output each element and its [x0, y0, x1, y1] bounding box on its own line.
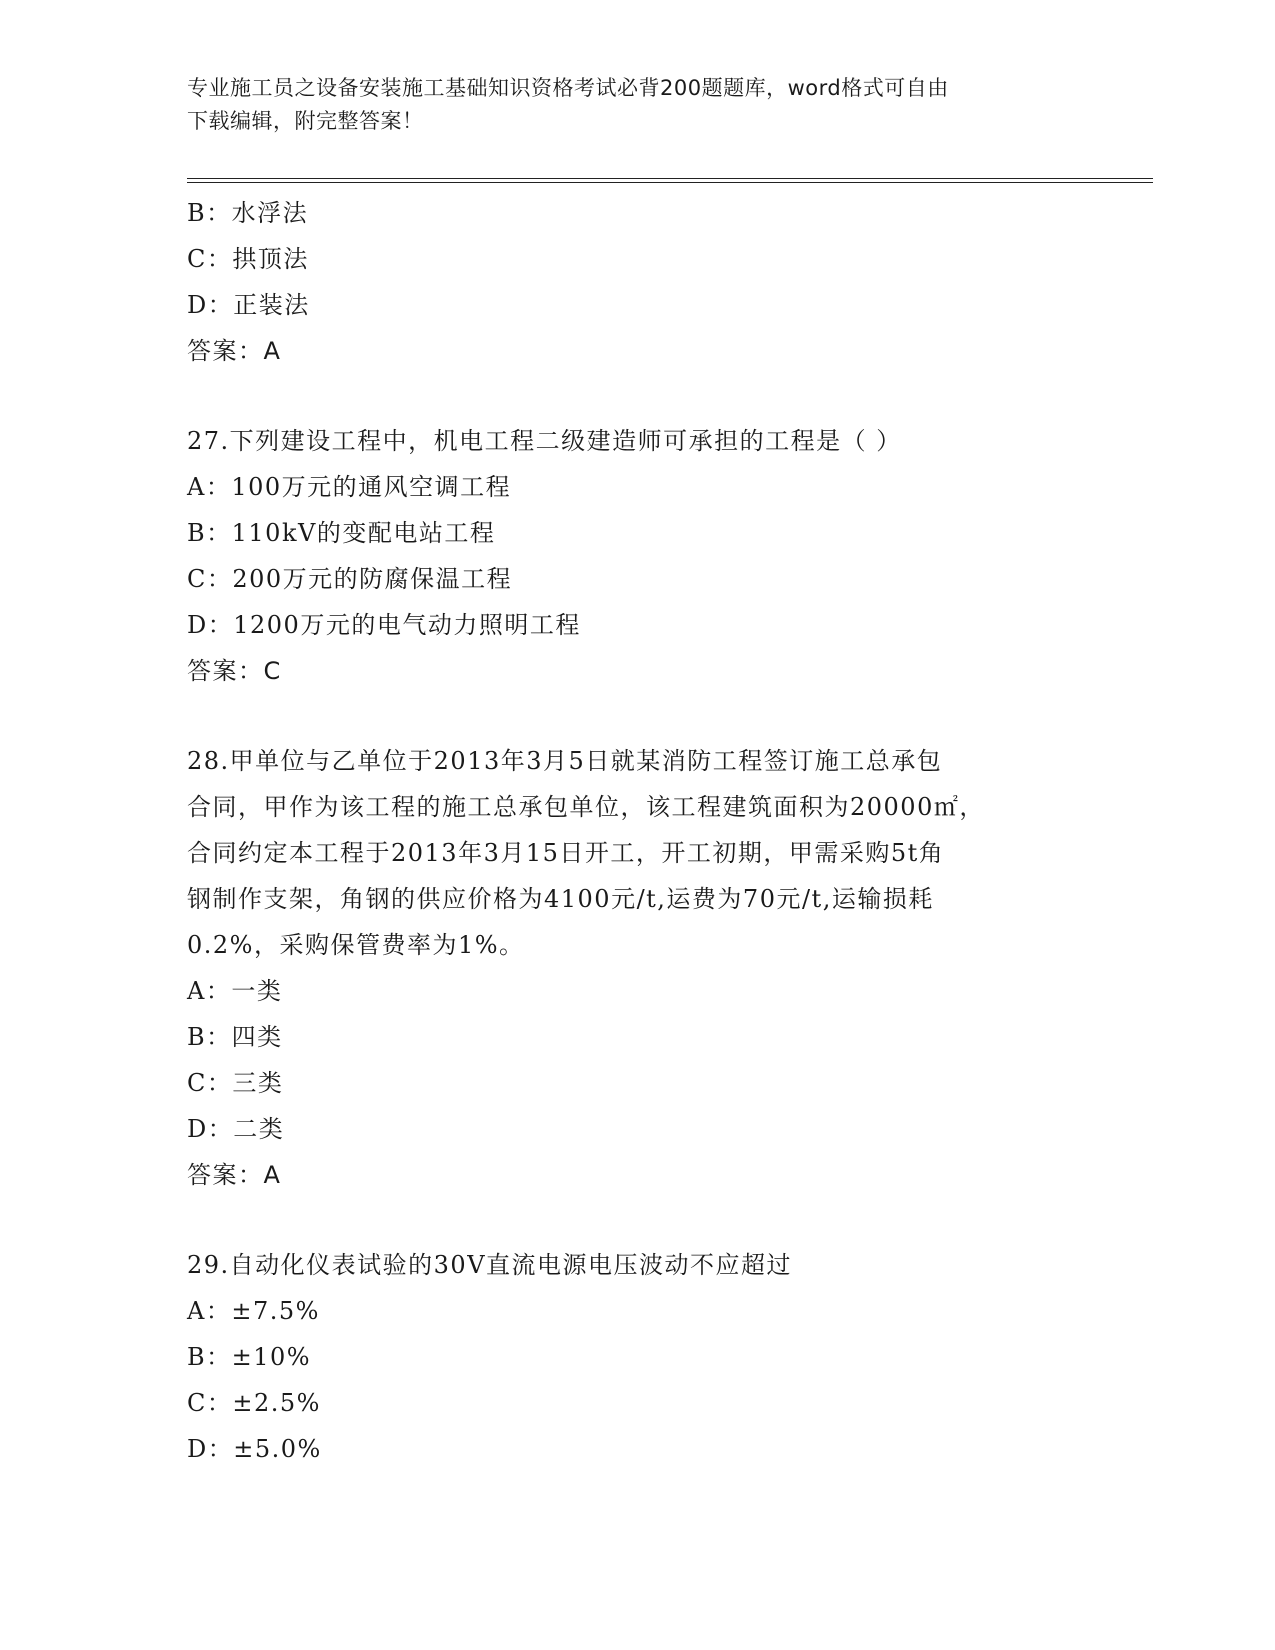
option-d: D：正装法	[187, 291, 310, 319]
question-26-tail	[187, 190, 1087, 374]
question-list	[187, 190, 1087, 1472]
document-header	[187, 72, 1087, 138]
option-b: B：110kV的变配电站工程	[187, 519, 496, 547]
option-c: C：拱顶法	[187, 245, 309, 273]
question-28	[187, 738, 1087, 1198]
question-27	[187, 418, 1087, 694]
option-a: A：一类	[187, 977, 283, 1005]
option-b: B：水浮法	[187, 199, 309, 227]
question-29	[187, 1242, 1087, 1472]
question-stem: 29.自动化仪表试验的30V直流电源电压波动不应超过	[187, 1251, 793, 1279]
option-d: D：±5.0%	[187, 1435, 322, 1463]
answer: 答案：A	[187, 337, 282, 365]
question-stem-line: 合同约定本工程于2013年3月15日开工，开工初期，甲需采购5t角	[187, 839, 945, 867]
header-divider	[187, 178, 1153, 183]
answer: 答案：C	[187, 657, 282, 685]
question-stem-line: 0.2%，采购保管费率为1%。	[187, 931, 525, 959]
option-c: C：200万元的防腐保温工程	[187, 565, 513, 593]
option-d: D：二类	[187, 1115, 285, 1143]
question-stem-line: 28.甲单位与乙单位于2013年3月5日就某消防工程签订施工总承包	[187, 747, 943, 775]
question-stem-line: 合同，甲作为该工程的施工总承包单位，该工程建筑面积为20000㎡，	[187, 793, 985, 821]
option-a: A：100万元的通风空调工程	[187, 473, 512, 501]
option-a: A：±7.5%	[187, 1297, 320, 1325]
option-c: C：±2.5%	[187, 1389, 321, 1417]
option-d: D：1200万元的电气动力照明工程	[187, 611, 581, 639]
header-title-line-1: 专业施工员之设备安装施工基础知识资格考试必背200题题库，word格式可自由	[187, 76, 949, 100]
option-b: B：四类	[187, 1023, 283, 1051]
option-c: C：三类	[187, 1069, 284, 1097]
question-stem-line: 钢制作支架，角钢的供应价格为4100元/t,运费为70元/t,运输损耗	[187, 885, 934, 913]
question-stem: 27.下列建设工程中，机电工程二级建造师可承担的工程是（ ）	[187, 427, 902, 455]
answer: 答案：A	[187, 1161, 282, 1189]
header-title-line-2: 下载编辑，附完整答案！	[187, 109, 424, 133]
option-b: B：±10%	[187, 1343, 312, 1371]
